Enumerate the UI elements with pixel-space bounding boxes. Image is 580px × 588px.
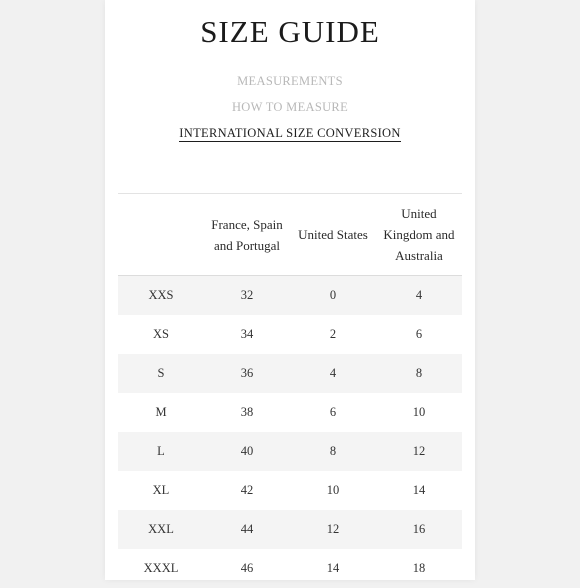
page-title: SIZE GUIDE [200,14,380,49]
column-header-france-spain-portugal: France, Spain and Portugal [204,194,290,276]
table-row [118,276,462,316]
size-uk-au: 10 [412,405,426,419]
size-guide-panel [105,0,475,580]
size-uk-au: 6 [415,327,423,341]
size-us: 2 [329,327,337,341]
table-row [118,393,462,432]
tab-international-size-conversion-label: INTERNATIONAL SIZE CONVERSION [179,126,401,140]
size-us: 8 [290,432,376,471]
size-label: S [118,354,204,393]
column-header-uk-australia: United Kingdom and Australia [376,194,462,276]
size-fr-es-pt: 42 [240,483,254,497]
size-uk-au: 16 [376,510,462,549]
size-us: 4 [290,354,376,393]
column-header-united-states: United States [290,194,376,276]
size-fr-es-pt: 34 [240,327,254,341]
size-us: 10 [326,483,340,497]
size-fr-es-pt: 44 [204,510,290,549]
size-us: 6 [329,405,337,419]
size-label: L [118,432,204,471]
size-fr-es-pt: 46 [240,561,254,575]
size-uk-au: 14 [412,483,426,497]
table-row [118,432,462,471]
table-row [118,315,462,354]
tab-measurements[interactable] [105,72,475,98]
size-uk-au: 18 [412,561,426,575]
size-label: XXXL [143,561,179,575]
table-row [118,510,462,549]
size-guide-tabs [105,72,475,150]
size-label: XL [152,483,170,497]
size-fr-es-pt: 36 [204,354,290,393]
tab-how-to-measure[interactable] [105,98,475,124]
size-label: M [155,405,167,419]
column-header-size [118,194,204,276]
tab-international-size-conversion[interactable] [105,124,475,150]
size-conversion-table [118,194,462,588]
table-header-row [118,194,462,276]
table-row [118,471,462,510]
size-fr-es-pt: 38 [240,405,254,419]
size-us: 12 [290,510,376,549]
size-fr-es-pt: 40 [204,432,290,471]
size-label: XS [153,327,169,341]
size-uk-au: 4 [376,276,462,316]
size-label: XXS [118,276,204,316]
size-label: XXL [118,510,204,549]
size-uk-au: 12 [376,432,462,471]
tab-measurements-label: MEASUREMENTS [237,74,343,88]
table-row [118,549,462,588]
tab-how-to-measure-label: HOW TO MEASURE [231,100,349,114]
table-row [118,354,462,393]
size-us: 0 [290,276,376,316]
size-us: 14 [326,561,340,575]
size-uk-au: 8 [376,354,462,393]
size-fr-es-pt: 32 [204,276,290,316]
